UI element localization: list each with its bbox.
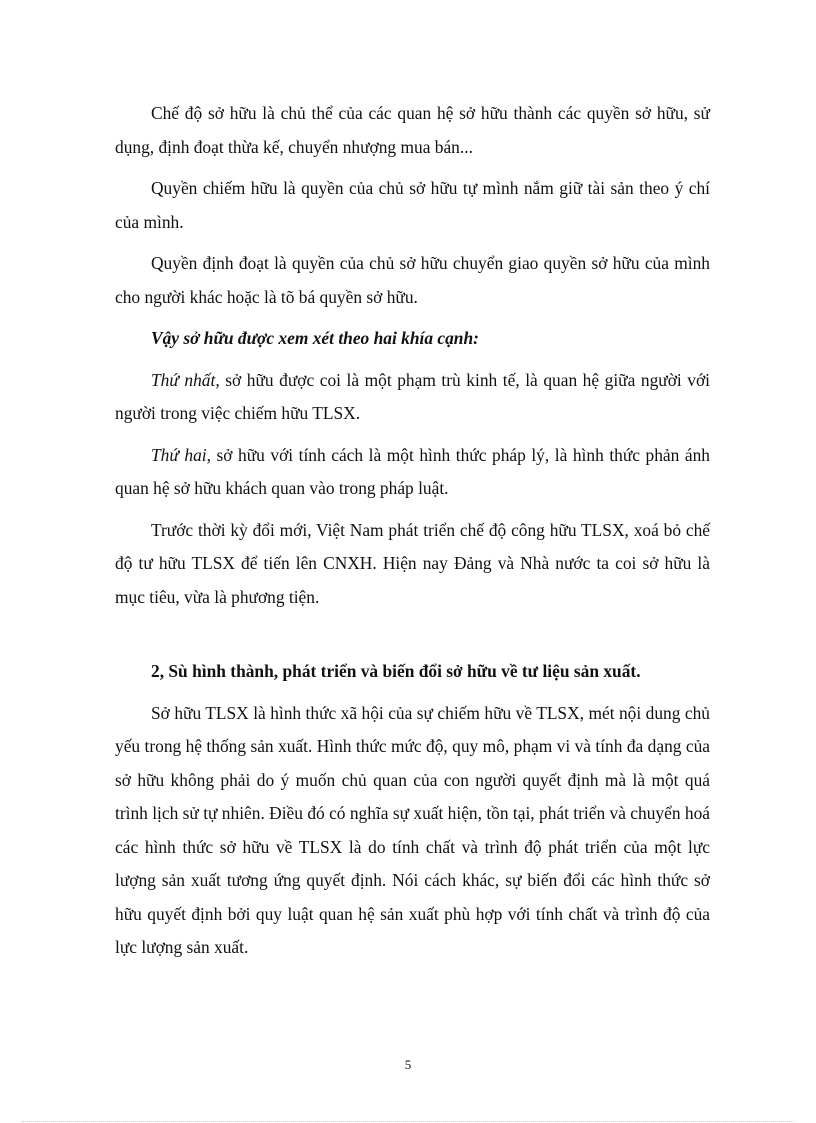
paragraph-section-body: Sở hữu TLSX là hình thức xã hội của sự chiếm hữu về TLSX, mét nội dung chủ yếu trong hệ thống sản xuất. Hình thức mức độ, quy mô, phạm vi và tính đa dạng của sở hữu không phải do ý muốn chủ quan của con người quyết định mà là một quá trình lịch sử tự nhiên. Điều đó có nghĩa sự xuất hiện, tồn tại, phát triển và chuyển hoá các hình thức sở hữu về TLSX là do tính chất và trình độ phát triển của một lực lượng sản xuất tương ứng quyết định. Nói cách khác, sự biến đổi các hình thức sở hữu quyết định bởi quy luật quan hệ sản xuất phù hợp với tính chất và trình độ của lực lượng sản xuất. <box>115 702 710 957</box>
paragraph-two-aspects-intro: Vậy sở hữu được xem xét theo hai khía cạnh: <box>151 328 479 348</box>
paragraph-possession-right: Quyền chiếm hữu là quyền của chủ sở hữu tự mình nắm giữ tài sản theo ý chí của mình. <box>115 178 710 232</box>
paragraph-disposal-right: Quyền định đoạt là quyền của chủ sở hữu chuyển giao quyền sở hữu của mình cho người khác hoặc là tõ bá quyền sở hữu. <box>115 253 710 307</box>
section-heading: 2, Sù hình thành, phát triển và biến đổi sở hữu về tư liệu sản xuất. <box>151 661 641 681</box>
page-body <box>115 97 710 973</box>
page-bottom-divider <box>22 1121 794 1122</box>
paragraph-aspect-second <box>115 439 710 506</box>
paragraph-ownership-regime: Chế độ sở hữu là chủ thể của các quan hệ sở hữu thành các quyền sở hữu, sử dụng, định đoạt thừa kế, chuyển nhượng mua bán... <box>115 103 710 157</box>
page-number: 5 <box>404 1057 412 1072</box>
aspect-second-text: sở hữu với tính cách là một hình thức pháp lý, là hình thức phản ánh quan hệ sở hữu khách quan vào trong pháp luật. <box>115 444 710 498</box>
aspect-first-lead: Thứ nhất, <box>151 369 220 390</box>
aspect-second-lead: Thứ hai, <box>151 444 211 465</box>
paragraph-aspect-first <box>115 364 710 431</box>
paragraph-before-reform: Trước thời kỳ đổi mới, Việt Nam phát triển chế độ công hữu TLSX, xoá bỏ chế độ tư hữu TLSX để tiến lên CNXH. Hiện nay Đảng và Nhà nước ta coi sở hữu là mục tiêu, vừa là phương tiện. <box>115 519 710 607</box>
aspect-first-text: sở hữu được coi là một phạm trù kinh tế, là quan hệ giữa người với người trong việc chiếm hữu TLSX. <box>115 369 711 423</box>
